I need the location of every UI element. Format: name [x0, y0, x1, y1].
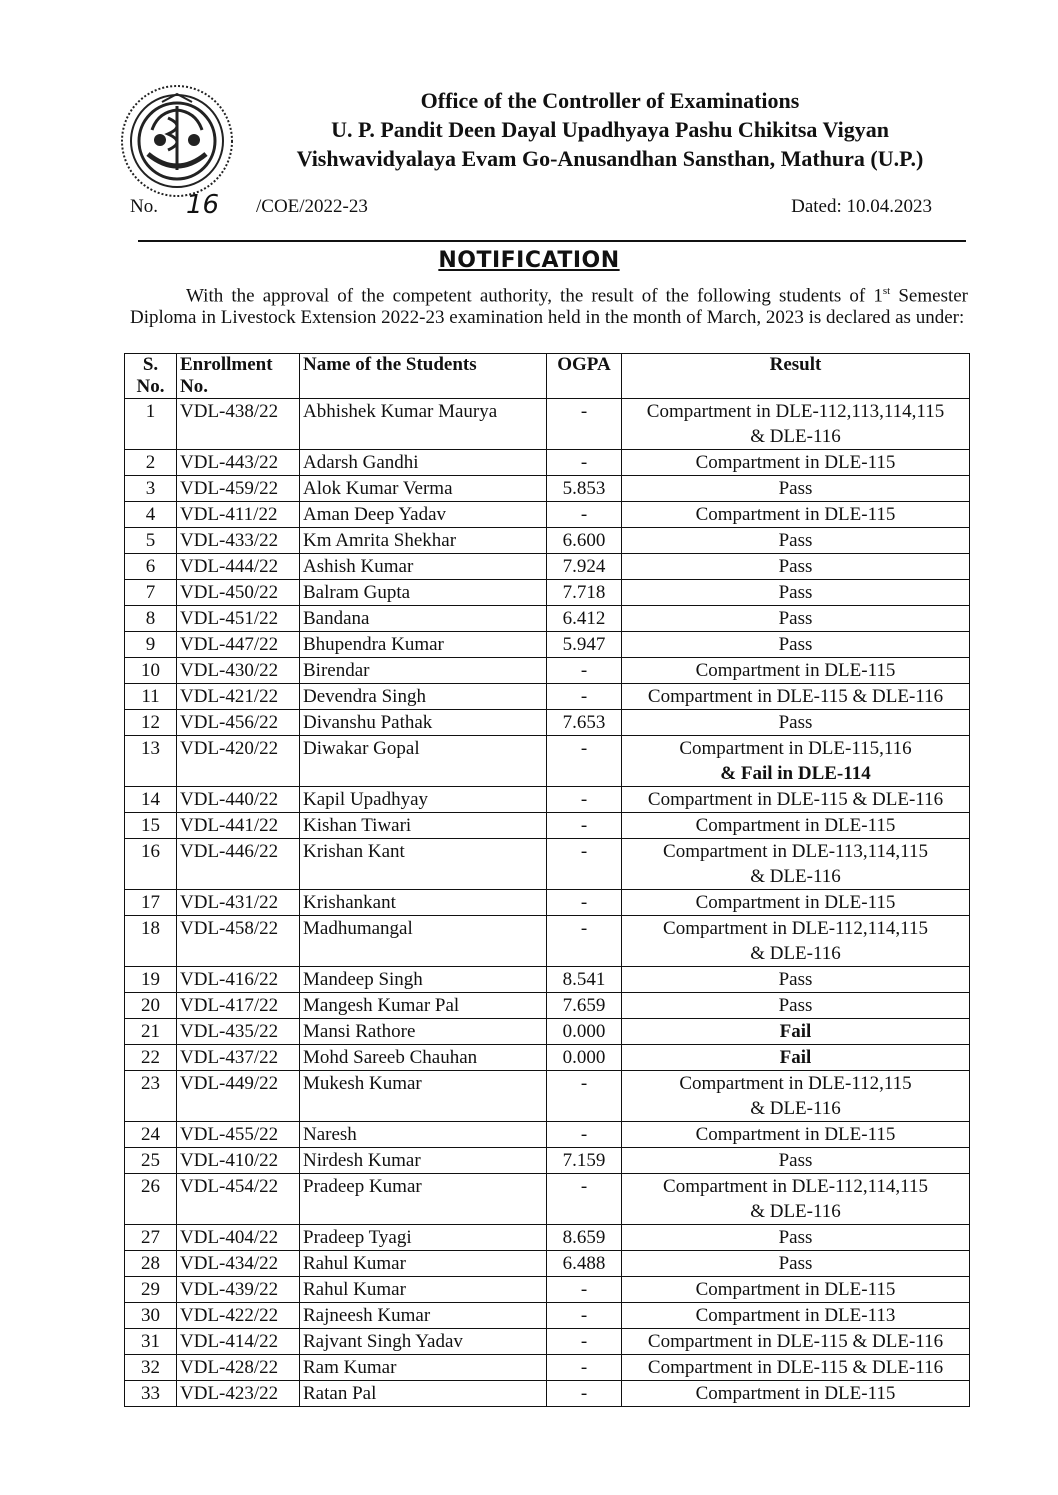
- cell-sno: 7: [125, 580, 177, 606]
- cell-enrollment: VDL-438/22: [177, 399, 300, 450]
- result-line: Pass: [778, 530, 813, 551]
- cell-sno: 24: [125, 1122, 177, 1148]
- table-row: [125, 1071, 970, 1122]
- cell-name: Abhishek Kumar Maurya: [300, 399, 547, 450]
- cell-sno: 15: [125, 813, 177, 839]
- cell-name: Ram Kumar: [300, 1355, 547, 1381]
- table-row: [125, 916, 970, 967]
- cell-enrollment: VDL-456/22: [177, 710, 300, 736]
- cell-ogpa: -: [547, 839, 622, 890]
- cell-enrollment: VDL-444/22: [177, 554, 300, 580]
- table-row: [125, 1045, 970, 1071]
- cell-name: Pradeep Kumar: [300, 1174, 547, 1225]
- table-row: [125, 528, 970, 554]
- cell-ogpa: -: [547, 1303, 622, 1329]
- table-row: [125, 632, 970, 658]
- cell-ogpa: -: [547, 916, 622, 967]
- table-row: [125, 502, 970, 528]
- cell-ogpa: -: [547, 684, 622, 710]
- cell-name: Devendra Singh: [300, 684, 547, 710]
- result-line: Pass: [778, 478, 813, 499]
- cell-ogpa: -: [547, 1277, 622, 1303]
- university-emblem-icon: [118, 82, 236, 200]
- cell-sno: 31: [125, 1329, 177, 1355]
- cell-name: Naresh: [300, 1122, 547, 1148]
- cell-result: [622, 1355, 970, 1381]
- table-row: [125, 890, 970, 916]
- table-row: [125, 710, 970, 736]
- cell-result: [622, 1045, 970, 1071]
- cell-ogpa: 6.488: [547, 1251, 622, 1277]
- cell-result: [622, 1381, 970, 1407]
- office-line-1: Office of the Controller of Examinations: [420, 88, 800, 113]
- result-line: Compartment in DLE-112,114,115: [663, 918, 928, 939]
- cell-ogpa: -: [547, 1174, 622, 1225]
- cell-sno: 8: [125, 606, 177, 632]
- cell-ogpa: 5.853: [547, 476, 622, 502]
- cell-result: [622, 399, 970, 450]
- table-row: [125, 736, 970, 787]
- cell-result: [622, 528, 970, 554]
- cell-result: [622, 813, 970, 839]
- cell-enrollment: VDL-435/22: [177, 1019, 300, 1045]
- cell-sno: 18: [125, 916, 177, 967]
- cell-name: Ratan Pal: [300, 1381, 547, 1407]
- result-line: Compartment in DLE-115: [695, 892, 896, 913]
- cell-enrollment: VDL-441/22: [177, 813, 300, 839]
- table-row: [125, 1277, 970, 1303]
- result-line: Compartment in DLE-113,114,115: [663, 841, 928, 862]
- cell-name: Ashish Kumar: [300, 554, 547, 580]
- result-line: Pass: [778, 608, 813, 629]
- cell-ogpa: -: [547, 658, 622, 684]
- cell-ogpa: 7.718: [547, 580, 622, 606]
- cell-name: Aman Deep Yadav: [300, 502, 547, 528]
- table-row: [125, 1174, 970, 1225]
- cell-name: Rahul Kumar: [300, 1277, 547, 1303]
- cell-ogpa: -: [547, 787, 622, 813]
- cell-enrollment: VDL-439/22: [177, 1277, 300, 1303]
- cell-sno: 19: [125, 967, 177, 993]
- table-row: [125, 1148, 970, 1174]
- intro-superscript: st: [882, 285, 891, 297]
- result-line: Pass: [778, 1253, 813, 1274]
- cell-result: [622, 1277, 970, 1303]
- header-name: Name of the Students: [300, 354, 547, 399]
- cell-ogpa: 8.659: [547, 1225, 622, 1251]
- cell-sno: 9: [125, 632, 177, 658]
- cell-enrollment: VDL-404/22: [177, 1225, 300, 1251]
- cell-name: Pradeep Tyagi: [300, 1225, 547, 1251]
- table-row: [125, 554, 970, 580]
- header-sno: S. No.: [125, 354, 177, 399]
- result-line: Compartment in DLE-112,114,115: [663, 1176, 928, 1197]
- table-row: [125, 1355, 970, 1381]
- cell-name: Rahul Kumar: [300, 1251, 547, 1277]
- table-row: [125, 1122, 970, 1148]
- cell-sno: 17: [125, 890, 177, 916]
- result-line: Pass: [778, 995, 813, 1016]
- cell-ogpa: -: [547, 890, 622, 916]
- cell-enrollment: VDL-428/22: [177, 1355, 300, 1381]
- cell-sno: 11: [125, 684, 177, 710]
- cell-sno: 16: [125, 839, 177, 890]
- cell-result: [622, 684, 970, 710]
- cell-name: Kapil Upadhyay: [300, 787, 547, 813]
- cell-enrollment: VDL-430/22: [177, 658, 300, 684]
- cell-name: Mohd Sareeb Chauhan: [300, 1045, 547, 1071]
- cell-result: [622, 890, 970, 916]
- cell-enrollment: VDL-434/22: [177, 1251, 300, 1277]
- cell-name: Kishan Tiwari: [300, 813, 547, 839]
- cell-enrollment: VDL-411/22: [177, 502, 300, 528]
- cell-ogpa: -: [547, 399, 622, 450]
- result-line: Pass: [778, 556, 813, 577]
- cell-result: [622, 1122, 970, 1148]
- cell-result: [622, 1303, 970, 1329]
- cell-enrollment: VDL-443/22: [177, 450, 300, 476]
- result-line: Pass: [778, 969, 813, 990]
- result-line: & DLE-116: [750, 943, 841, 964]
- table-row: [125, 967, 970, 993]
- cell-result: [622, 1174, 970, 1225]
- cell-result: [622, 1148, 970, 1174]
- result-line: Compartment in DLE-112,115: [679, 1073, 912, 1094]
- table-row: [125, 1225, 970, 1251]
- cell-enrollment: VDL-440/22: [177, 787, 300, 813]
- result-line: Compartment in DLE-115: [695, 452, 896, 473]
- cell-name: Balram Gupta: [300, 580, 547, 606]
- cell-sno: 29: [125, 1277, 177, 1303]
- cell-name: Km Amrita Shekhar: [300, 528, 547, 554]
- cell-result: [622, 606, 970, 632]
- result-line: Compartment in DLE-115 & DLE-116: [647, 789, 944, 810]
- cell-name: Mansi Rathore: [300, 1019, 547, 1045]
- result-line: Pass: [778, 712, 813, 733]
- cell-ogpa: 7.924: [547, 554, 622, 580]
- cell-sno: 13: [125, 736, 177, 787]
- cell-enrollment: VDL-446/22: [177, 839, 300, 890]
- cell-ogpa: -: [547, 1071, 622, 1122]
- result-line: & DLE-116: [750, 1201, 841, 1222]
- cell-result: [622, 450, 970, 476]
- header-result: Result: [622, 354, 970, 399]
- cell-sno: 2: [125, 450, 177, 476]
- result-line: Compartment in DLE-112,113,114,115: [646, 401, 945, 422]
- cell-sno: 30: [125, 1303, 177, 1329]
- cell-sno: 5: [125, 528, 177, 554]
- cell-enrollment: VDL-420/22: [177, 736, 300, 787]
- cell-result: [622, 1071, 970, 1122]
- cell-result: [622, 580, 970, 606]
- cell-sno: 28: [125, 1251, 177, 1277]
- cell-enrollment: VDL-437/22: [177, 1045, 300, 1071]
- cell-sno: 4: [125, 502, 177, 528]
- cell-sno: 21: [125, 1019, 177, 1045]
- cell-sno: 20: [125, 993, 177, 1019]
- cell-result: [622, 787, 970, 813]
- result-line-bold: Fail: [779, 1047, 812, 1068]
- table-row: [125, 684, 970, 710]
- cell-sno: 3: [125, 476, 177, 502]
- cell-ogpa: 7.653: [547, 710, 622, 736]
- cell-ogpa: 5.947: [547, 632, 622, 658]
- result-line: & DLE-116: [750, 1098, 841, 1119]
- table-row: [125, 580, 970, 606]
- cell-enrollment: VDL-450/22: [177, 580, 300, 606]
- table-row: [125, 1381, 970, 1407]
- cell-sno: 1: [125, 399, 177, 450]
- cell-result: [622, 993, 970, 1019]
- cell-result: [622, 476, 970, 502]
- table-row: [125, 813, 970, 839]
- cell-enrollment: VDL-421/22: [177, 684, 300, 710]
- cell-ogpa: 7.159: [547, 1148, 622, 1174]
- cell-name: Rajneesh Kumar: [300, 1303, 547, 1329]
- cell-result: [622, 736, 970, 787]
- cell-enrollment: VDL-447/22: [177, 632, 300, 658]
- results-table-body: [125, 399, 970, 1407]
- notification-title-wrap: [0, 248, 1058, 273]
- cell-sno: 25: [125, 1148, 177, 1174]
- cell-sno: 27: [125, 1225, 177, 1251]
- cell-name: Diwakar Gopal: [300, 736, 547, 787]
- cell-ogpa: 8.541: [547, 967, 622, 993]
- header-enrollment: Enrollment No.: [177, 354, 300, 399]
- cell-result: [622, 1225, 970, 1251]
- cell-enrollment: VDL-417/22: [177, 993, 300, 1019]
- result-line: Compartment in DLE-115 & DLE-116: [647, 686, 944, 707]
- cell-result: [622, 1251, 970, 1277]
- cell-name: Nirdesh Kumar: [300, 1148, 547, 1174]
- result-line: Pass: [778, 634, 813, 655]
- cell-name: Krishan Kant: [300, 839, 547, 890]
- cell-name: Mandeep Singh: [300, 967, 547, 993]
- cell-name: Alok Kumar Verma: [300, 476, 547, 502]
- cell-enrollment: VDL-410/22: [177, 1148, 300, 1174]
- result-line: Pass: [778, 582, 813, 603]
- result-line-bold: Fail: [779, 1021, 812, 1042]
- reference-number: 16: [186, 190, 220, 220]
- table-header-row: [125, 354, 970, 399]
- cell-result: [622, 710, 970, 736]
- cell-sno: 14: [125, 787, 177, 813]
- office-heading: [250, 86, 970, 173]
- cell-sno: 12: [125, 710, 177, 736]
- cell-enrollment: VDL-451/22: [177, 606, 300, 632]
- cell-sno: 32: [125, 1355, 177, 1381]
- result-line: Compartment in DLE-115 & DLE-116: [647, 1357, 944, 1378]
- table-row: [125, 993, 970, 1019]
- table-row: [125, 658, 970, 684]
- cell-sno: 23: [125, 1071, 177, 1122]
- cell-name: Krishankant: [300, 890, 547, 916]
- results-table: [124, 353, 970, 1407]
- table-row: [125, 839, 970, 890]
- cell-result: [622, 502, 970, 528]
- cell-ogpa: -: [547, 502, 622, 528]
- table-row: [125, 1251, 970, 1277]
- cell-ogpa: 6.600: [547, 528, 622, 554]
- cell-name: Bandana: [300, 606, 547, 632]
- result-line: & DLE-116: [750, 866, 841, 887]
- reference-code: /COE/2022-23: [256, 196, 368, 217]
- cell-ogpa: -: [547, 813, 622, 839]
- cell-sno: 26: [125, 1174, 177, 1225]
- result-line: Compartment in DLE-115: [695, 815, 896, 836]
- cell-enrollment: VDL-431/22: [177, 890, 300, 916]
- cell-enrollment: VDL-455/22: [177, 1122, 300, 1148]
- result-line: Compartment in DLE-113: [695, 1305, 896, 1326]
- cell-result: [622, 967, 970, 993]
- cell-result: [622, 632, 970, 658]
- header-ogpa: OGPA: [547, 354, 622, 399]
- notification-title: NOTIFICATION: [438, 248, 620, 273]
- cell-result: [622, 916, 970, 967]
- cell-result: [622, 1329, 970, 1355]
- header-divider: [138, 240, 966, 242]
- cell-result: [622, 1019, 970, 1045]
- cell-name: Birendar: [300, 658, 547, 684]
- cell-ogpa: 0.000: [547, 1019, 622, 1045]
- cell-name: Bhupendra Kumar: [300, 632, 547, 658]
- cell-enrollment: VDL-416/22: [177, 967, 300, 993]
- cell-name: Madhumangal: [300, 916, 547, 967]
- cell-sno: 6: [125, 554, 177, 580]
- cell-enrollment: VDL-423/22: [177, 1381, 300, 1407]
- cell-name: Mangesh Kumar Pal: [300, 993, 547, 1019]
- result-line: Compartment in DLE-115: [695, 504, 896, 525]
- result-line: Compartment in DLE-115 & DLE-116: [647, 1331, 944, 1352]
- cell-result: [622, 658, 970, 684]
- result-line: Pass: [778, 1150, 813, 1171]
- table-row: [125, 1303, 970, 1329]
- cell-result: [622, 839, 970, 890]
- cell-name: Mukesh Kumar: [300, 1071, 547, 1122]
- table-row: [125, 399, 970, 450]
- cell-enrollment: VDL-422/22: [177, 1303, 300, 1329]
- cell-ogpa: 7.659: [547, 993, 622, 1019]
- office-line-3: Vishwavidyalaya Evam Go-Anusandhan Sansthan, Mathura (U.P.): [296, 146, 924, 171]
- cell-enrollment: VDL-433/22: [177, 528, 300, 554]
- cell-ogpa: -: [547, 1355, 622, 1381]
- cell-ogpa: -: [547, 1122, 622, 1148]
- intro-paragraph: [130, 280, 968, 329]
- table-row: [125, 1019, 970, 1045]
- cell-enrollment: VDL-414/22: [177, 1329, 300, 1355]
- result-line: Compartment in DLE-115: [695, 1124, 896, 1145]
- intro-text-b: Semester Diploma in Livestock Extension 2022-23 examination held in the month of March, 2023 is declared as under:: [130, 285, 969, 329]
- table-row: [125, 606, 970, 632]
- result-line: Pass: [778, 1227, 813, 1248]
- cell-ogpa: -: [547, 736, 622, 787]
- result-line-bold: & Fail in DLE-114: [720, 763, 871, 784]
- cell-enrollment: VDL-449/22: [177, 1071, 300, 1122]
- cell-result: [622, 554, 970, 580]
- cell-enrollment: VDL-459/22: [177, 476, 300, 502]
- reference-no-label: No.: [130, 196, 158, 217]
- cell-enrollment: VDL-458/22: [177, 916, 300, 967]
- result-line: Compartment in DLE-115: [695, 1279, 896, 1300]
- result-line: Compartment in DLE-115,116: [679, 738, 912, 759]
- cell-enrollment: VDL-454/22: [177, 1174, 300, 1225]
- cell-name: Divanshu Pathak: [300, 710, 547, 736]
- office-line-2: U. P. Pandit Deen Dayal Upadhyaya Pashu Chikitsa Vigyan: [331, 117, 889, 142]
- cell-ogpa: -: [547, 1329, 622, 1355]
- table-row: [125, 450, 970, 476]
- cell-ogpa: -: [547, 450, 622, 476]
- result-line: & DLE-116: [750, 426, 841, 447]
- reference-date: Dated: 10.04.2023: [791, 196, 932, 217]
- cell-sno: 10: [125, 658, 177, 684]
- cell-name: Rajvant Singh Yadav: [300, 1329, 547, 1355]
- cell-sno: 22: [125, 1045, 177, 1071]
- table-row: [125, 476, 970, 502]
- table-row: [125, 1329, 970, 1355]
- result-line: Compartment in DLE-115: [695, 1383, 896, 1404]
- cell-sno: 33: [125, 1381, 177, 1407]
- cell-ogpa: 6.412: [547, 606, 622, 632]
- intro-text-a: With the approval of the competent authority, the result of the following students of 1: [186, 285, 883, 307]
- cell-name: Adarsh Gandhi: [300, 450, 547, 476]
- result-line: Compartment in DLE-115: [695, 660, 896, 681]
- cell-ogpa: -: [547, 1381, 622, 1407]
- table-row: [125, 787, 970, 813]
- cell-ogpa: 0.000: [547, 1045, 622, 1071]
